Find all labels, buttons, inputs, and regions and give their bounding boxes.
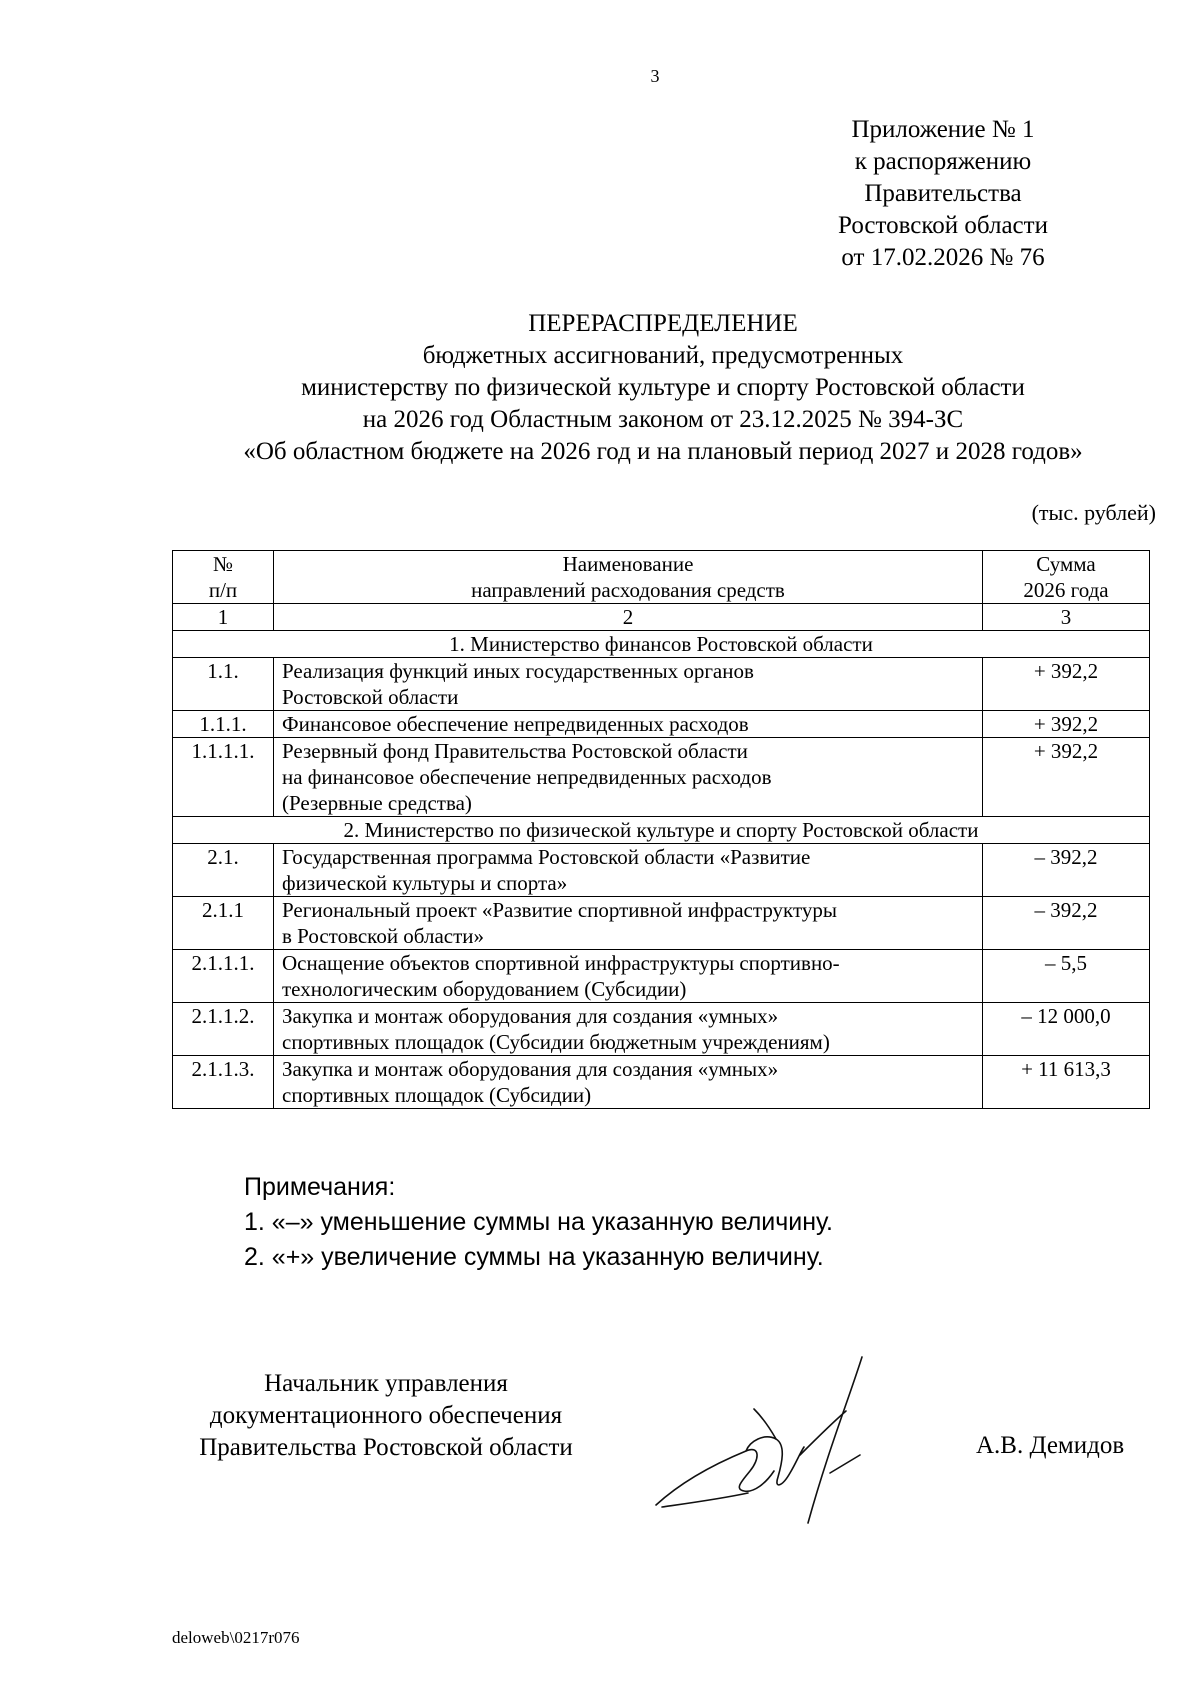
column-number-row	[173, 604, 1150, 631]
row-name	[274, 658, 983, 711]
row-number: 2.1.1.1.	[173, 950, 274, 1003]
row-name	[274, 950, 983, 1003]
table-row	[173, 897, 1150, 950]
title-line: бюджетных ассигнований, предусмотренных	[422, 342, 904, 369]
table-row	[173, 1056, 1150, 1109]
row-name-line: на финансовое обеспечение непредвиденных расходов	[282, 765, 772, 789]
table-row	[173, 844, 1150, 897]
appendix-date-line: от 17.02.2026 № 76	[841, 244, 1045, 271]
appendix-line: Ростовской области	[838, 212, 1048, 239]
section-row	[173, 817, 1150, 844]
table-row	[173, 738, 1150, 817]
signer-name: А.В. Демидов	[976, 1432, 1125, 1459]
row-name-line: Региональный проект «Развитие спортивной инфраструктуры	[282, 898, 837, 922]
section-title: 2. Министерство по физической культуре и спорту Ростовской области	[173, 817, 1150, 844]
column-number: 1	[173, 604, 274, 631]
row-name-line: в Ростовской области»	[282, 924, 485, 948]
row-name-line: физической культуры и спорта»	[282, 871, 568, 895]
title-line: на 2026 год Областным законом от 23.12.2025 № 394-ЗС	[362, 406, 964, 433]
section-2-rows	[173, 844, 1150, 1109]
note-item: 1. «–» уменьшение суммы на указанную величину.	[244, 1208, 833, 1236]
column-number: 2	[274, 604, 983, 631]
row-number: 2.1.1.2.	[173, 1003, 274, 1056]
table-row	[173, 1003, 1150, 1056]
page-number: 3	[650, 66, 660, 86]
document-title	[160, 308, 1166, 468]
row-name-line: Оснащение объектов спортивной инфраструктуры спортивно-	[282, 951, 840, 975]
header-num	[173, 551, 274, 604]
row-number: 1.1.1.1.	[173, 738, 274, 817]
footer-code: deloweb\0217r076	[172, 1628, 300, 1647]
row-name-line: технологическим оборудованием (Субсидии)	[282, 977, 687, 1001]
row-number: 2.1.1.3.	[173, 1056, 274, 1109]
section-1-rows	[173, 658, 1150, 817]
header-amount	[983, 551, 1150, 604]
allocation-table	[172, 550, 1150, 1109]
signer-position	[160, 1368, 612, 1464]
row-name-line: Реализация функций иных государственных органов	[282, 659, 754, 683]
row-amount: – 392,2	[983, 897, 1150, 950]
appendix-line: к распоряжению	[854, 148, 1032, 175]
appendix-line: Правительства	[864, 180, 1022, 207]
row-name	[274, 844, 983, 897]
signer-position-line: Правительства Ростовской области	[199, 1434, 573, 1461]
appendix-header	[770, 114, 1116, 274]
row-name-line: (Резервные средства)	[282, 791, 472, 815]
row-amount: – 5,5	[983, 950, 1150, 1003]
row-name	[274, 711, 983, 738]
row-amount: + 11 613,3	[983, 1056, 1150, 1109]
row-name-line: спортивных площадок (Субсидии бюджетным учреждениям)	[282, 1030, 830, 1054]
row-amount: + 392,2	[983, 658, 1150, 711]
header-name	[274, 551, 983, 604]
row-amount: – 12 000,0	[983, 1003, 1150, 1056]
row-amount: – 392,2	[983, 844, 1150, 897]
row-name-line: Закупка и монтаж оборудования для создания «умных»	[282, 1057, 779, 1081]
row-number: 2.1.	[173, 844, 274, 897]
row-name	[274, 1056, 983, 1109]
table-row	[173, 711, 1150, 738]
units-label: (тыс. рублей)	[1031, 500, 1156, 525]
notes-block	[244, 1170, 833, 1275]
section-title: 1. Министерство финансов Ростовской области	[173, 631, 1150, 658]
row-name-line: Резервный фонд Правительства Ростовской области	[282, 739, 748, 763]
row-name	[274, 897, 983, 950]
header-name-line: направлений расходования средств	[471, 578, 785, 602]
row-amount: + 392,2	[983, 711, 1150, 738]
header-name-line: Наименование	[562, 552, 694, 576]
signer-position-line: Начальник управления	[264, 1370, 508, 1397]
section-row	[173, 631, 1150, 658]
handwritten-signature	[650, 1355, 930, 1525]
table-row	[173, 950, 1150, 1003]
row-name-line: Государственная программа Ростовской области «Развитие	[282, 845, 811, 869]
signer-position-line: документационного обеспечения	[209, 1402, 563, 1429]
row-amount: + 392,2	[983, 738, 1150, 817]
title-heading: ПЕРЕРАСПРЕДЕЛЕНИЕ	[528, 310, 798, 337]
row-name	[274, 738, 983, 817]
row-number: 2.1.1	[173, 897, 274, 950]
table-header-row	[173, 551, 1150, 604]
title-line: министерству по физической культуре и спорту Ростовской области	[301, 374, 1025, 401]
appendix-line: Приложение № 1	[851, 116, 1035, 143]
row-name-line: спортивных площадок (Субсидии)	[282, 1083, 592, 1107]
column-number: 3	[983, 604, 1150, 631]
row-name-line: Закупка и монтаж оборудования для создания «умных»	[282, 1004, 779, 1028]
row-name-line: Финансовое обеспечение непредвиденных расходов	[282, 712, 749, 736]
header-num-line: №	[212, 552, 234, 576]
header-num-line: п/п	[208, 578, 238, 602]
row-number: 1.1.1.	[173, 711, 274, 738]
header-amount-line: Сумма	[1036, 552, 1096, 576]
row-number: 1.1.	[173, 658, 274, 711]
table-row	[173, 658, 1150, 711]
notes-heading: Примечания:	[244, 1173, 396, 1201]
header-amount-line: 2026 года	[1023, 578, 1109, 602]
title-line: «Об областном бюджете на 2026 год и на плановый период 2027 и 2028 годов»	[243, 438, 1083, 465]
note-item: 2. «+» увеличение суммы на указанную величину.	[244, 1243, 824, 1271]
row-name	[274, 1003, 983, 1056]
row-name-line: Ростовской области	[282, 685, 459, 709]
